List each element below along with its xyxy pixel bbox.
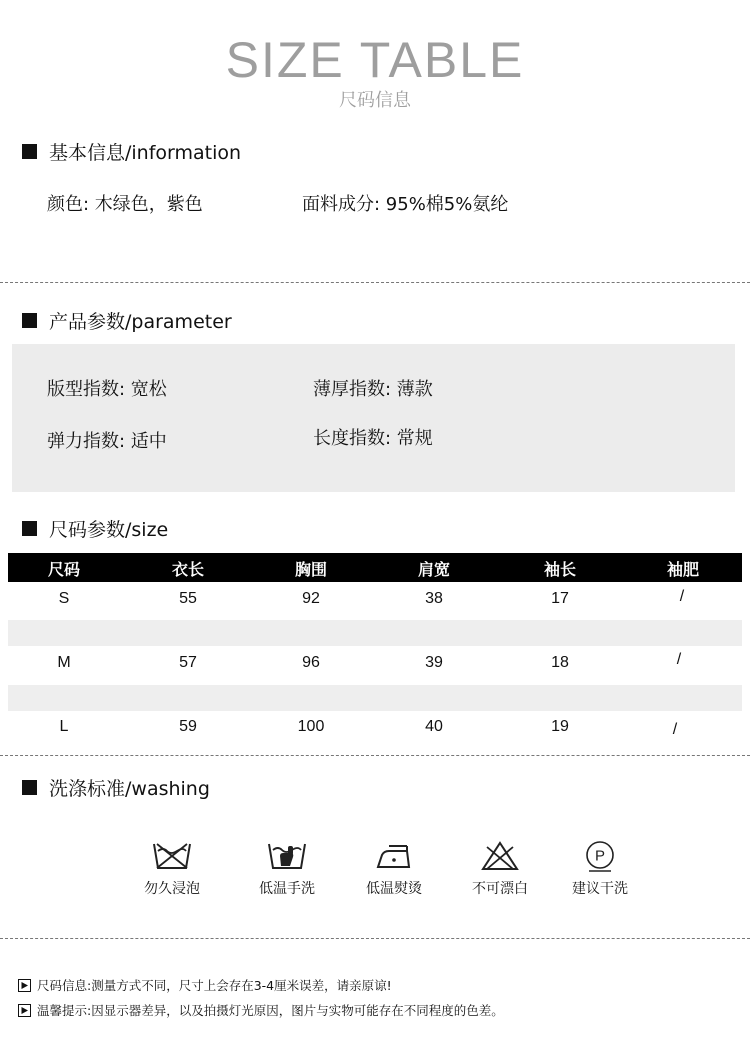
- table-cell: 96: [302, 654, 320, 671]
- washing-label: 勿久浸泡: [144, 881, 200, 897]
- washing-label: 低温熨烫: [366, 881, 422, 897]
- parameter-heading-label: 产品参数/parameter: [49, 310, 232, 333]
- play-arrow-icon: [18, 1004, 31, 1017]
- color-info: 颜色: 木绿色，紫色: [47, 194, 203, 215]
- washing-item: [122, 840, 222, 898]
- column-header: 袖长: [543, 560, 576, 579]
- washing-heading: [22, 775, 210, 799]
- column-header: 衣长: [171, 560, 204, 579]
- column-header: 肩宽: [417, 560, 450, 579]
- size-table-header: [8, 553, 742, 582]
- parameter-heading: [22, 308, 232, 332]
- row-separator-band: [8, 685, 742, 711]
- no-bleach-icon: [479, 840, 521, 872]
- square-bullet-icon: [22, 313, 37, 328]
- table-cell: 57: [179, 654, 197, 671]
- elasticity-index: 弹力指数: 适中: [47, 431, 167, 452]
- page-title: SIZE TABLE: [225, 32, 525, 88]
- table-cell: 59: [179, 718, 197, 735]
- fit-index: 版型指数: 宽松: [47, 379, 167, 400]
- note-item: [18, 1001, 504, 1019]
- thickness-index: 薄厚指数: 薄款: [313, 379, 433, 400]
- dry-clean-icon: [579, 840, 621, 872]
- table-cell: /: [676, 651, 682, 668]
- table-cell: 40: [425, 718, 443, 735]
- table-cell: S: [58, 590, 70, 607]
- svg-text:P: P: [594, 847, 606, 865]
- square-bullet-icon: [22, 144, 37, 159]
- washing-label: 建议干洗: [572, 881, 628, 897]
- length-index: 长度指数: 常规: [313, 428, 433, 449]
- square-bullet-icon: [22, 780, 37, 795]
- table-cell: 38: [425, 590, 443, 607]
- low-iron-icon: [373, 840, 415, 872]
- divider: [0, 755, 750, 756]
- table-cell: 92: [302, 590, 320, 607]
- hand-wash-icon: [266, 840, 308, 872]
- table-cell: 55: [179, 590, 197, 607]
- washing-item: [344, 840, 444, 898]
- size-heading: [22, 516, 168, 540]
- info-heading: [22, 139, 241, 163]
- column-header: 尺码: [47, 560, 80, 579]
- divider: [0, 938, 750, 939]
- table-cell: 18: [551, 654, 569, 671]
- table-cell: 100: [297, 718, 325, 735]
- washing-heading-label: 洗涤标准/washing: [49, 777, 210, 800]
- column-header: 胸围: [294, 560, 327, 579]
- washing-label: 低温手洗: [259, 881, 315, 897]
- table-cell: /: [672, 721, 678, 738]
- note-text: 温馨提示:因显示器差异，以及拍摄灯光原因，图片与实物可能存在不同程度的色差。: [37, 1003, 504, 1018]
- table-cell: 39: [425, 654, 443, 671]
- row-separator-band: [8, 620, 742, 646]
- table-cell: 17: [551, 590, 569, 607]
- table-cell: M: [57, 654, 71, 671]
- play-arrow-icon: [18, 979, 31, 992]
- washing-item: [237, 840, 337, 898]
- table-cell: L: [59, 718, 69, 735]
- note-text: 尺码信息:测量方式不同，尺寸上会存在3-4厘米误差，请亲原谅!: [37, 978, 392, 993]
- table-cell: /: [679, 588, 685, 605]
- fabric-info: 面料成分: 95%棉5%氨纶: [302, 194, 509, 215]
- column-header: 袖肥: [666, 560, 699, 579]
- no-soak-icon: [151, 840, 193, 872]
- size-heading-label: 尺码参数/size: [49, 518, 169, 541]
- table-cell: 19: [551, 718, 569, 735]
- note-item: [18, 976, 392, 994]
- divider: [0, 282, 750, 283]
- washing-item: [450, 840, 550, 898]
- washing-label: 不可漂白: [472, 881, 528, 897]
- page-subtitle: 尺码信息: [339, 90, 411, 111]
- washing-item: [550, 840, 650, 898]
- square-bullet-icon: [22, 521, 37, 536]
- parameter-panel: [12, 344, 735, 492]
- info-heading-label: 基本信息/information: [49, 141, 242, 164]
